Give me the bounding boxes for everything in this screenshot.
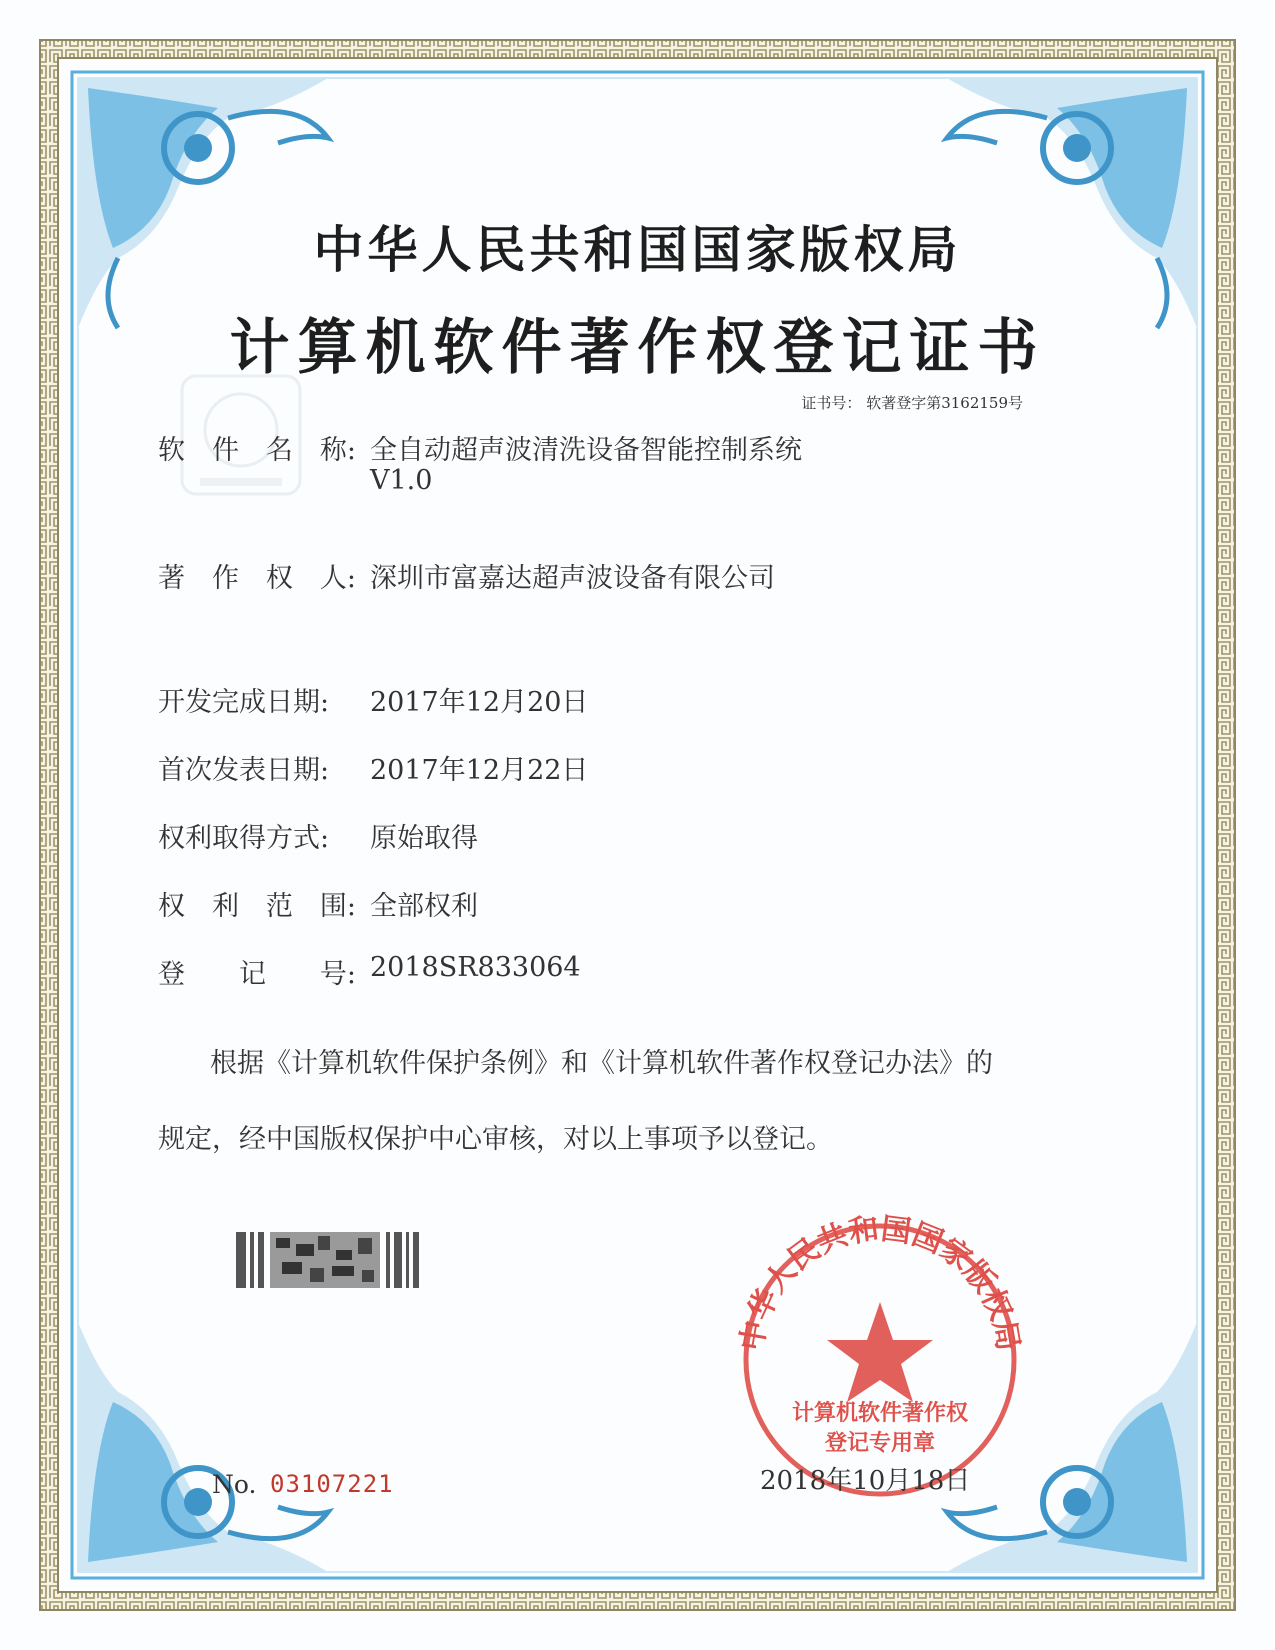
label-char: 号: <box>319 959 356 990</box>
serial-number-label: No. <box>212 1470 257 1499</box>
field-value-publish-date: 2017年12月22日 <box>370 755 589 786</box>
field-value-registration-number: 2018SR833064 <box>370 952 581 983</box>
label-char: 登 <box>158 959 185 990</box>
field-value-completion-date: 2017年12月20日 <box>370 687 589 718</box>
label-char: 件 <box>211 435 239 466</box>
label-char: 记 <box>238 959 266 990</box>
body-line-2: 规定，经中国版权保护中心审核，对以上事项予以登记。 <box>158 1124 833 1155</box>
label-text: 开发完成日期: <box>158 687 330 718</box>
certificate-number: 证书号： 软著登字第3162159号 <box>801 394 1023 412</box>
issuing-authority: 中华人民共和国国家版权局 <box>313 220 962 279</box>
label-text: 首次发表日期: <box>158 755 330 786</box>
label-char: 利 <box>211 891 239 922</box>
field-value-copyright-owner: 深圳市富嘉达超声波设备有限公司 <box>370 563 775 594</box>
seal-ring-text: 中华人民共和国国家版权局 <box>734 1211 1026 1354</box>
label-char: 名 <box>265 435 293 466</box>
issue-date: 2018年10月18日 <box>760 1466 971 1496</box>
label-char: 人: <box>319 563 356 594</box>
seal-inner-line-2: 登记专用章 <box>824 1430 936 1456</box>
label-char: 权 <box>265 563 293 594</box>
field-value-rights-scope: 全部权利 <box>370 891 478 922</box>
label-char: 软 <box>158 435 185 466</box>
serial-number: 03107221 <box>270 1470 394 1498</box>
certificate-title: 计算机软件著作权登记证书 <box>229 313 1046 383</box>
field-value-acquisition-method: 原始取得 <box>370 823 478 854</box>
label-char: 作 <box>211 563 239 594</box>
label-char: 权 <box>158 891 185 922</box>
label-char: 围: <box>319 891 356 922</box>
label-char: 著 <box>158 563 185 594</box>
seal-inner-line-1: 计算机软件著作权 <box>791 1400 969 1426</box>
label-char: 范 <box>265 891 293 922</box>
label-char: 称: <box>319 435 356 466</box>
field-value-software-version: V1.0 <box>370 465 433 496</box>
field-value-software-name: 全自动超声波清洗设备智能控制系统 <box>370 435 802 466</box>
label-text: 权利取得方式: <box>158 823 330 854</box>
body-line-1: 根据《计算机软件保护条例》和《计算机软件著作权登记办法》的 <box>210 1048 993 1079</box>
